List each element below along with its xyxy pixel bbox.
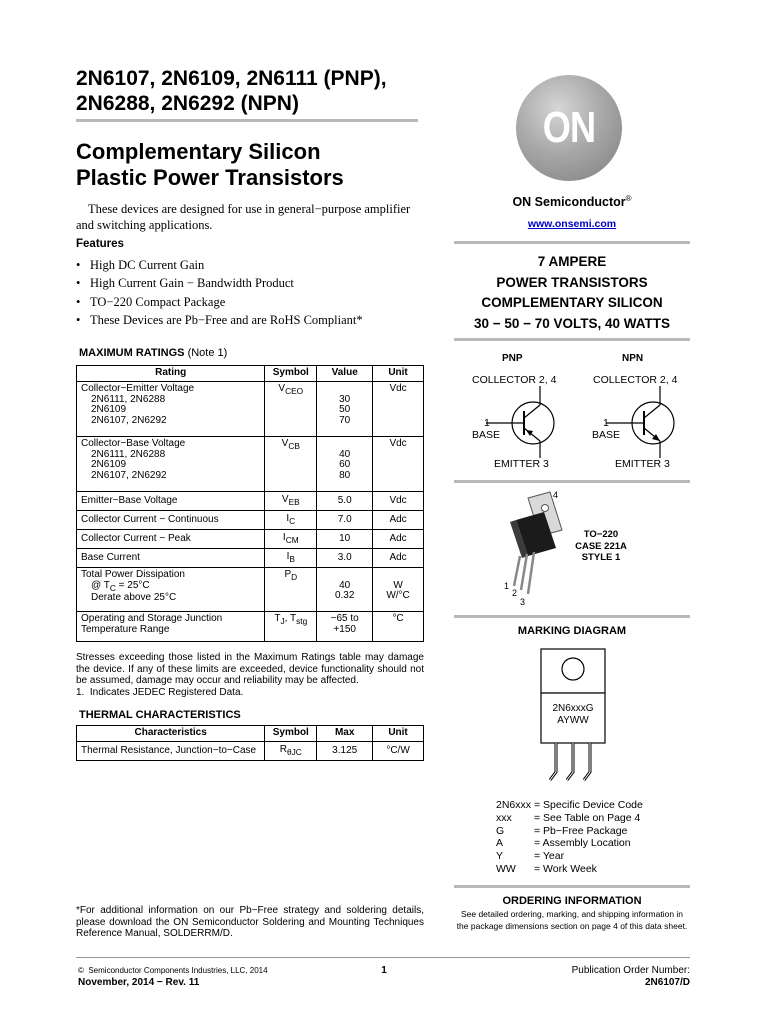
document-title [76,139,344,191]
feature-item: • High Current Gain − Bandwidth Product [76,274,363,292]
symbol: V [278,383,286,394]
value: 80 [339,469,351,481]
ordering-info-text: See detailed ordering, marking, and shipping information in the package dimensions section on page 4 of this data sheet. [456,909,688,931]
symbol-sub: CB [288,441,300,451]
symbol-sub: CM [285,534,299,545]
part-numbers-title [76,66,436,116]
value: 40 [339,448,351,460]
symbol-sub: J [280,616,285,626]
rating-label: Collector−Base Voltage [81,438,186,449]
rating-sub: @ T [91,579,110,591]
title-divider [76,119,418,122]
symbol: V [281,438,289,449]
marking-text [541,703,605,727]
legend-value: = Work Week [534,862,597,875]
rating-label: Base Current [77,549,265,568]
rating-sub-sub: C [109,582,116,593]
rating-sub-tail: = 25°C [115,579,150,591]
company-label: ON Semiconductor [512,195,626,210]
table-row [77,437,424,492]
legend-value: = Specific Device Code [534,799,643,811]
unit: Vdc [373,492,424,511]
registered-mark: ® [625,194,632,203]
symbol: P [284,569,292,580]
marking-line: 2N6xxxG [552,703,594,714]
symbol: I [286,512,290,524]
legend-item [496,812,643,825]
value: 5.0 [317,492,373,511]
website-link[interactable]: www.onsemi.com [527,218,617,230]
rating-label: Collector−Emitter Voltage [81,383,195,394]
unit: W/°C [386,590,410,602]
table-row [77,549,424,568]
value: 10 [317,530,373,549]
col-header: Characteristics [77,726,265,742]
legend-key: WW [496,862,516,875]
max-ratings-table [76,365,424,642]
legend-key: Y [496,850,504,863]
rating-label: Collector Current − Continuous [77,511,265,530]
legend-item [496,863,643,876]
copyright: © Semiconductor Components Industries, LLC, 2014 [78,966,268,975]
features-list [76,256,363,329]
value: −65 to +150 [317,612,373,642]
table-row [77,568,424,612]
publication-label: Publication Order Number: [571,965,690,976]
company-name [454,194,690,209]
marking-legend [496,799,643,876]
title-line1: Complementary Silicon [76,139,321,164]
package-line: CASE 221A [575,540,627,552]
footer-divider [76,957,690,958]
stress-text: Stresses exceeding those listed in the Maximum Ratings table may damage the device. If any of these limits are exceeded, device functionality should not be assumed, damage may occur and reliability may be affected. [76,652,424,686]
pnp-base-label: BASE [472,429,501,441]
rating-sub: 2N6107, 2N6292 [91,469,167,481]
legend-key: G [496,824,505,837]
table-row [77,382,424,437]
symbol-sub: D [291,572,298,582]
value: 7.0 [317,511,373,530]
table-row [77,511,424,530]
product-line: 30 − 50 − 70 VOLTS, 40 WATTS [473,315,671,331]
title-line2: Plastic Power Transistors [76,165,344,190]
legend-key: xxx [496,811,512,824]
publication-number: 2N6107/D [644,977,690,988]
unit: Vdc [373,382,424,437]
thermal-heading: THERMAL CHARACTERISTICS [79,709,241,721]
rating-sub: 2N6111, 2N6288 [91,448,166,460]
legend-key: 2N6xxx [496,799,532,811]
table-row [77,742,424,761]
col-header: Value [317,366,373,382]
unit: Adc [373,530,424,549]
product-line: 7 AMPERE [537,254,607,269]
rating-label: Emitter−Base Voltage [77,492,265,511]
value: 40 [339,579,351,591]
product-box-bottom-rule [454,338,690,341]
pnp-label: PNP [502,353,523,364]
unit: Adc [373,549,424,568]
symbol-sub: EB [288,496,300,507]
value: 0.32 [334,590,355,602]
rating-sub: 2N6109 [91,459,127,471]
symbol: R [279,743,287,755]
col-header: Rating [77,366,265,382]
rating-label: Operating and Storage Junction [81,613,223,624]
legend-item [496,837,643,850]
col-header: Unit [373,366,424,382]
unit: °C/W [373,742,424,761]
symbol: I [286,550,290,562]
table-header-row [77,366,424,382]
pnp-base-number: 1 [484,417,490,429]
pnp-emitter-label: EMITTER 3 [494,458,549,470]
max-ratings-title: MAXIMUM RATINGS [79,347,185,359]
product-summary [454,252,690,334]
npn-base-number: 1 [603,417,609,429]
npn-transistor-symbol [606,386,686,458]
revision-date: November, 2014 − Rev. 11 [78,977,200,988]
marking-diagram-heading: MARKING DIAGRAM [517,625,627,637]
npn-label: NPN [622,353,644,364]
product-line: POWER TRANSISTORS [496,274,648,290]
package-line: STYLE 1 [581,552,621,563]
rating-sub: 2N6111, 2N6288 [91,393,166,405]
rating-label: Temperature Range [81,623,170,635]
pb-free-footnote: *For additional information on our Pb−Free strategy and soldering details, please download the ON Semiconductor Soldering and Mounting Techniques Reference Manual, SOLDERRM/D. [76,905,424,939]
rating-label: Total Power Dissipation [81,569,185,580]
legend-item [496,850,643,863]
unit: W [393,579,403,591]
legend-value: = See Table on Page 4 [534,811,641,824]
pin-2-label: 2 [512,588,518,598]
value: 3.0 [317,549,373,568]
ordering-top-rule [454,885,690,888]
col-header: Unit [373,726,424,742]
to220-package-image [500,490,570,606]
part-numbers-line2: 2N6288, 2N6292 (NPN) [76,92,299,115]
value: 50 [339,404,351,416]
feature-item: • High DC Current Gain [76,256,363,274]
npn-base-label: BASE [592,429,621,441]
symbol-sub: CEO [285,386,304,396]
col-header: Symbol [265,726,317,742]
symbol-sub: θJC [287,746,302,757]
unit: Vdc [373,437,424,492]
table-row [77,492,424,511]
pnp-collector-label: COLLECTOR 2, 4 [472,374,557,386]
symbol: I [282,531,286,543]
rating-sub: Derate above 25°C [91,592,177,604]
note-1: 1. Indicates JEDEC Registered Data. [76,686,244,698]
value: 70 [339,414,351,426]
value: 3.125 [317,742,373,761]
product-box-top-rule [454,241,690,244]
symbol-sub: stg [296,616,308,626]
value: 60 [339,459,351,471]
on-semiconductor-logo [516,75,622,181]
feature-item: • TO−220 Compact Package [76,293,363,311]
intro-paragraph: These devices are designed for use in general−purpose amplifier and switching applications. [76,202,411,232]
rating-label: Collector Current − Peak [77,530,265,549]
ordering-info-heading: ORDERING INFORMATION [502,895,642,907]
unit: Adc [373,511,424,530]
col-header: Symbol [265,366,317,382]
package-label [571,529,631,564]
characteristic-label: Thermal Resistance, Junction−to−Case [77,742,265,761]
pin-1-label: 1 [504,581,510,591]
legend-item [496,825,643,838]
max-ratings-heading [79,347,227,359]
schematic-bottom-rule [454,480,690,483]
legend-value: = Year [534,850,565,863]
pnp-transistor-symbol [486,386,566,458]
legend-value: = Assembly Location [534,837,631,850]
symbol-sub: B [289,553,295,564]
value: 30 [339,393,351,405]
legend-item [496,799,643,812]
product-line: COMPLEMENTARY SILICON [481,295,663,310]
max-ratings-note: (Note 1) [187,347,228,359]
npn-collector-label: COLLECTOR 2, 4 [593,374,678,386]
page-number: 1 [381,965,387,976]
marking-line: AYWW [557,715,589,726]
npn-emitter-label: EMITTER 3 [615,458,670,470]
symbol-sep: , T [284,613,297,624]
col-header: Max [317,726,373,742]
table-header-row [77,726,424,742]
legend-key: A [496,837,504,850]
rating-sub: 2N6107, 2N6292 [91,414,167,426]
rating-sub: 2N6109 [91,404,127,416]
features-heading: Features [76,238,124,250]
feature-item: • These Devices are Pb−Free and are RoHS Compliant* [76,311,363,329]
symbol: V [281,493,289,505]
legend-value: = Pb−Free Package [534,824,628,837]
table-row [77,612,424,642]
unit: °C [373,612,424,642]
package-bottom-rule [454,615,690,618]
stress-note [76,652,424,698]
package-line: TO−220 [583,529,619,540]
part-numbers-line1: 2N6107, 2N6109, 2N6111 (PNP), [76,67,387,90]
logo-text: ON [542,103,596,152]
pin-tab-label: 4 [553,490,559,500]
symbol: T [274,613,281,624]
table-row [77,530,424,549]
pin-3-label: 3 [520,597,526,607]
thermal-table [76,725,424,761]
symbol-sub: C [289,515,296,526]
